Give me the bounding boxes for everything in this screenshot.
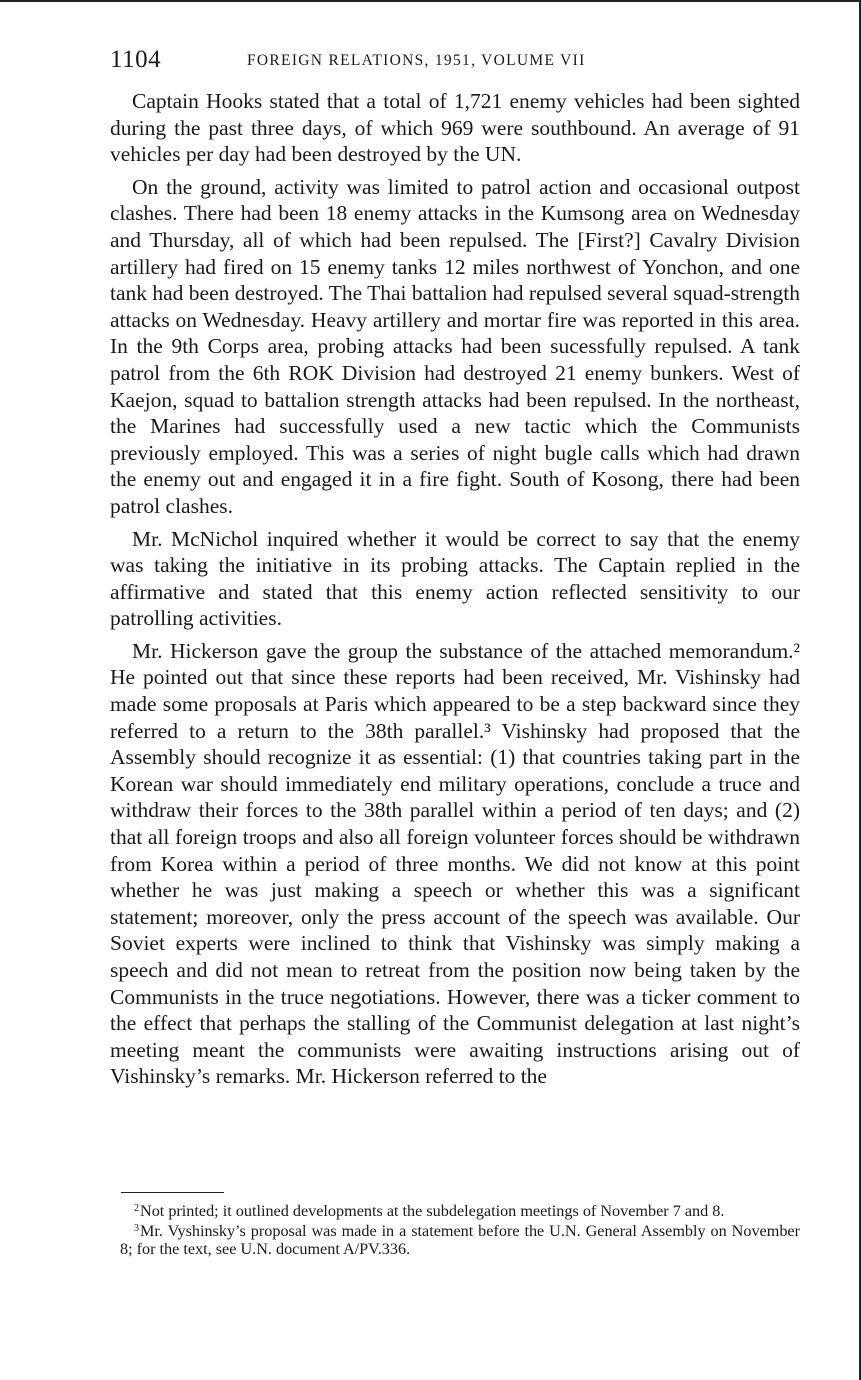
footnote-marker: 2	[134, 1203, 139, 1214]
footnote	[120, 1220, 800, 1258]
footnotes	[120, 1200, 800, 1258]
paragraph: On the ground, activity was limited to patrol action and occasional outpost clashes. There had been 18 enemy attacks in the Kumsong area on Wednesday and Thursday, all of which had been repulsed. The [First?] Cavalry Division artillery had fired on 15 enemy tanks 12 miles northwest of Yonchon, and one tank had been destroyed. The Thai battalion had repulsed several squad-strength attacks on Wednesday. Heavy artillery and mortar fire was reported in this area. In the 9th Corps area, probing attacks had been sucessfully repulsed. A tank patrol from the 6th ROK Division had destroyed 21 enemy bunkers. West of Kaejon, squad to battalion strength attacks had been repulsed. In the northeast, the Marines had successfully used a new tactic which the Communists previously employed. This was a series of night bugle calls which had drawn the enemy out and engaged it in a fire fight. South of Kosong, there had been patrol clashes.	[110, 174, 800, 518]
footnote-text: Mr. Vyshinsky’s proposal was made in a statement before the U.N. General Assembly on November 8; for the text, see U.N. document A/PV.336.	[120, 1222, 800, 1258]
paragraph: Mr. McNichol inquired whether it would be correct to say that the enemy was taking the initiative in its probing attacks. The Captain replied in the affirmative and stated that this enemy action reflected sensitivity to our patrolling activities.	[110, 526, 800, 631]
paragraph: Captain Hooks stated that a total of 1,721 enemy vehicles had been sighted during the past three days, of which 969 were southbound. An average of 91 vehicles per day had been destroyed by the UN.	[110, 89, 800, 167]
running-head: FOREIGN RELATIONS, 1951, VOLUME VII	[247, 52, 586, 69]
page-number: 1104	[110, 46, 162, 73]
paragraph: Mr. Hickerson gave the group the substance of the attached memorandum.² He pointed out that since these reports had been received, Mr. Vishinsky had made some proposals at Paris which appeared to be a step backward since they referred to a return to the 38th parallel.³ Vishinsky had proposed that the Assembly should recognize it as essential: (1) that countries taking part in the Korean war should immediately end military operations, conclude a truce and withdraw their forces to the 38th parallel within a period of ten days; and (2) that all foreign troops and also all foreign volunteer forces should be withdrawn from Korea within a period of three months. We did not know at this point whether he was just making a speech or whether this was a significant statement; moreover, only the press account of the speech was available. Our Soviet experts were inclined to think that Vishinsky was simply making a speech and did not mean to retreat from the position now being taken by the Communists in the truce negotiations. However, there was a ticker comment to the effect that perhaps the stalling of the Communist delegation at last night’s meeting meant the communists were awaiting instructions arising out of Vishinsky’s remarks. Mr. Hickerson referred to the	[110, 638, 800, 1089]
footnote-text: Not printed; it outlined developments at the subdelegation meetings of November 7 and 8.	[140, 1202, 725, 1220]
body-text	[110, 88, 800, 1096]
footnote-marker: 3	[134, 1223, 139, 1235]
page-header	[110, 46, 802, 80]
footnote-divider	[121, 1192, 224, 1193]
footnote	[120, 1200, 800, 1220]
